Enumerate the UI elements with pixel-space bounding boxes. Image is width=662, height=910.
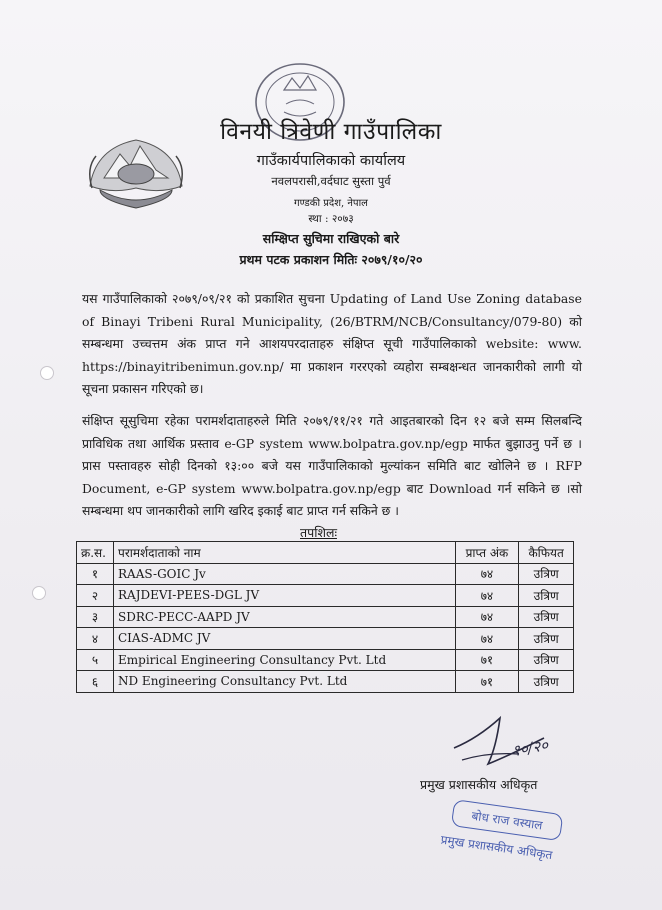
row-score: ७४ <box>455 563 519 585</box>
table-row <box>77 649 574 671</box>
row-serial: ४ <box>77 628 114 650</box>
header-score: प्राप्त अंक <box>455 542 519 564</box>
notice-paragraph-1: यस गाउँपालिकाको २०७९/०९/२१ को प्रकाशित सुचना Updating of Land Use Zoning database of Binayi Tribeni Rural Municipality, (26/BTRM/NCB/Consultancy/079-80) को सम्बन्धमा उच्चत्तम अंक प्राप्त गने आशयपरदाताहरु संक्षिप्त सूची गाउँपालिकाको website: www. https://binayitribenimun.gov.np/ मा प्रकाशन गररएको व्यहोरा सम्बक्षन्धत जानकारीको लागी यो सूचना प्रकासन गरिएको छ। <box>82 291 582 396</box>
signature-date: १०/२० <box>510 735 550 761</box>
table-row <box>77 671 574 693</box>
official-stamp <box>439 798 593 874</box>
row-serial: ५ <box>77 649 114 671</box>
header-consultant-name: परामर्शदाताको नाम <box>114 542 456 564</box>
handwritten-signature <box>448 708 568 778</box>
table-row <box>77 563 574 585</box>
table-row <box>77 628 574 650</box>
office-name: गाउँकार्यपालिकाको कार्यालय <box>256 153 406 169</box>
row-score: ७४ <box>455 628 519 650</box>
row-score: ७४ <box>455 606 519 628</box>
row-serial: १ <box>77 563 114 585</box>
table-row <box>77 606 574 628</box>
notice-subject: सम्क्षिप्त सुचिमा राखिएको बारे <box>262 231 400 246</box>
row-remark: उत्रिण <box>519 671 574 693</box>
row-consultant-name: ND Engineering Consultancy Pvt. Ltd <box>114 671 456 693</box>
row-serial: ३ <box>77 606 114 628</box>
header-remarks: कैफियत <box>519 542 574 564</box>
address: नवलपरासी,वर्दघाट सुस्ता पुर्व <box>271 174 391 188</box>
row-remark: उत्रिण <box>519 606 574 628</box>
row-consultant-name: Empirical Engineering Consultancy Pvt. Ltd <box>114 649 456 671</box>
table-caption: तपशिलः <box>300 525 337 540</box>
municipality-title: विनयी त्रिवेणी गाउँपालिका <box>220 119 442 145</box>
row-consultant-name: RAJDEVI-PEES-DGL JV <box>114 585 456 607</box>
row-consultant-name: CIAS-ADMC JV <box>114 628 456 650</box>
row-score: ७१ <box>455 649 519 671</box>
row-remark: उत्रिण <box>519 563 574 585</box>
notice-paragraph-2: संक्षिप्त सूसुचिमा रहेका परामर्शदाताहरुले मिति २०७९/११/२१ गते आइतबारको दिन १२ बजे सम्म सिलबन्दि प्राविधिक तथा आर्थिक प्रस्ताव e-GP system www.bolpatra.gov.np/egp मार्फत बुझाउनु पर्ने छ । प्रास पस्तावहरु सोही दिनको १३:०० बजे यस गाउँपालिकाको मुल्यांकन समिति बाट खोलिने छ । RFP Document, e-GP system www.bolpatra.gov.np/egp बाट Download गर्न सकिने छ ।सो सम्बन्धमा थप जानकारीको लागि खरिद इकाई बाट प्राप्त गर्न सकिने छ । <box>82 413 582 518</box>
row-serial: ६ <box>77 671 114 693</box>
row-score: ७४ <box>455 585 519 607</box>
publish-date: प्रथम पटक प्रकाशन मितिः २०७९/१०/२० <box>239 252 423 267</box>
signatory-title: प्रमुख प्रशासकीय अधिकृत <box>420 777 538 792</box>
row-consultant-name: RAAS-GOIC Jv <box>114 563 456 585</box>
established: स्था : २०७३ <box>308 213 354 225</box>
row-remark: उत्रिण <box>519 585 574 607</box>
stamp-name: बोध राज वस्याल <box>451 799 564 841</box>
table-row <box>77 585 574 607</box>
row-remark: उत्रिण <box>519 628 574 650</box>
punch-hole-bottom <box>32 586 46 600</box>
row-consultant-name: SDRC-PECC-AAPD JV <box>114 606 456 628</box>
table-header-row <box>77 542 574 564</box>
row-remark: उत्रिण <box>519 649 574 671</box>
punch-hole-top <box>40 366 54 380</box>
row-serial: २ <box>77 585 114 607</box>
shortlist-table <box>76 541 574 693</box>
province: गण्डकी प्रदेश, नेपाल <box>294 198 368 209</box>
stamp-title: प्रमुख प्रशासकीय अधिकृत <box>439 832 554 863</box>
header-serial: क्र.स. <box>77 542 114 564</box>
row-score: ७१ <box>455 671 519 693</box>
